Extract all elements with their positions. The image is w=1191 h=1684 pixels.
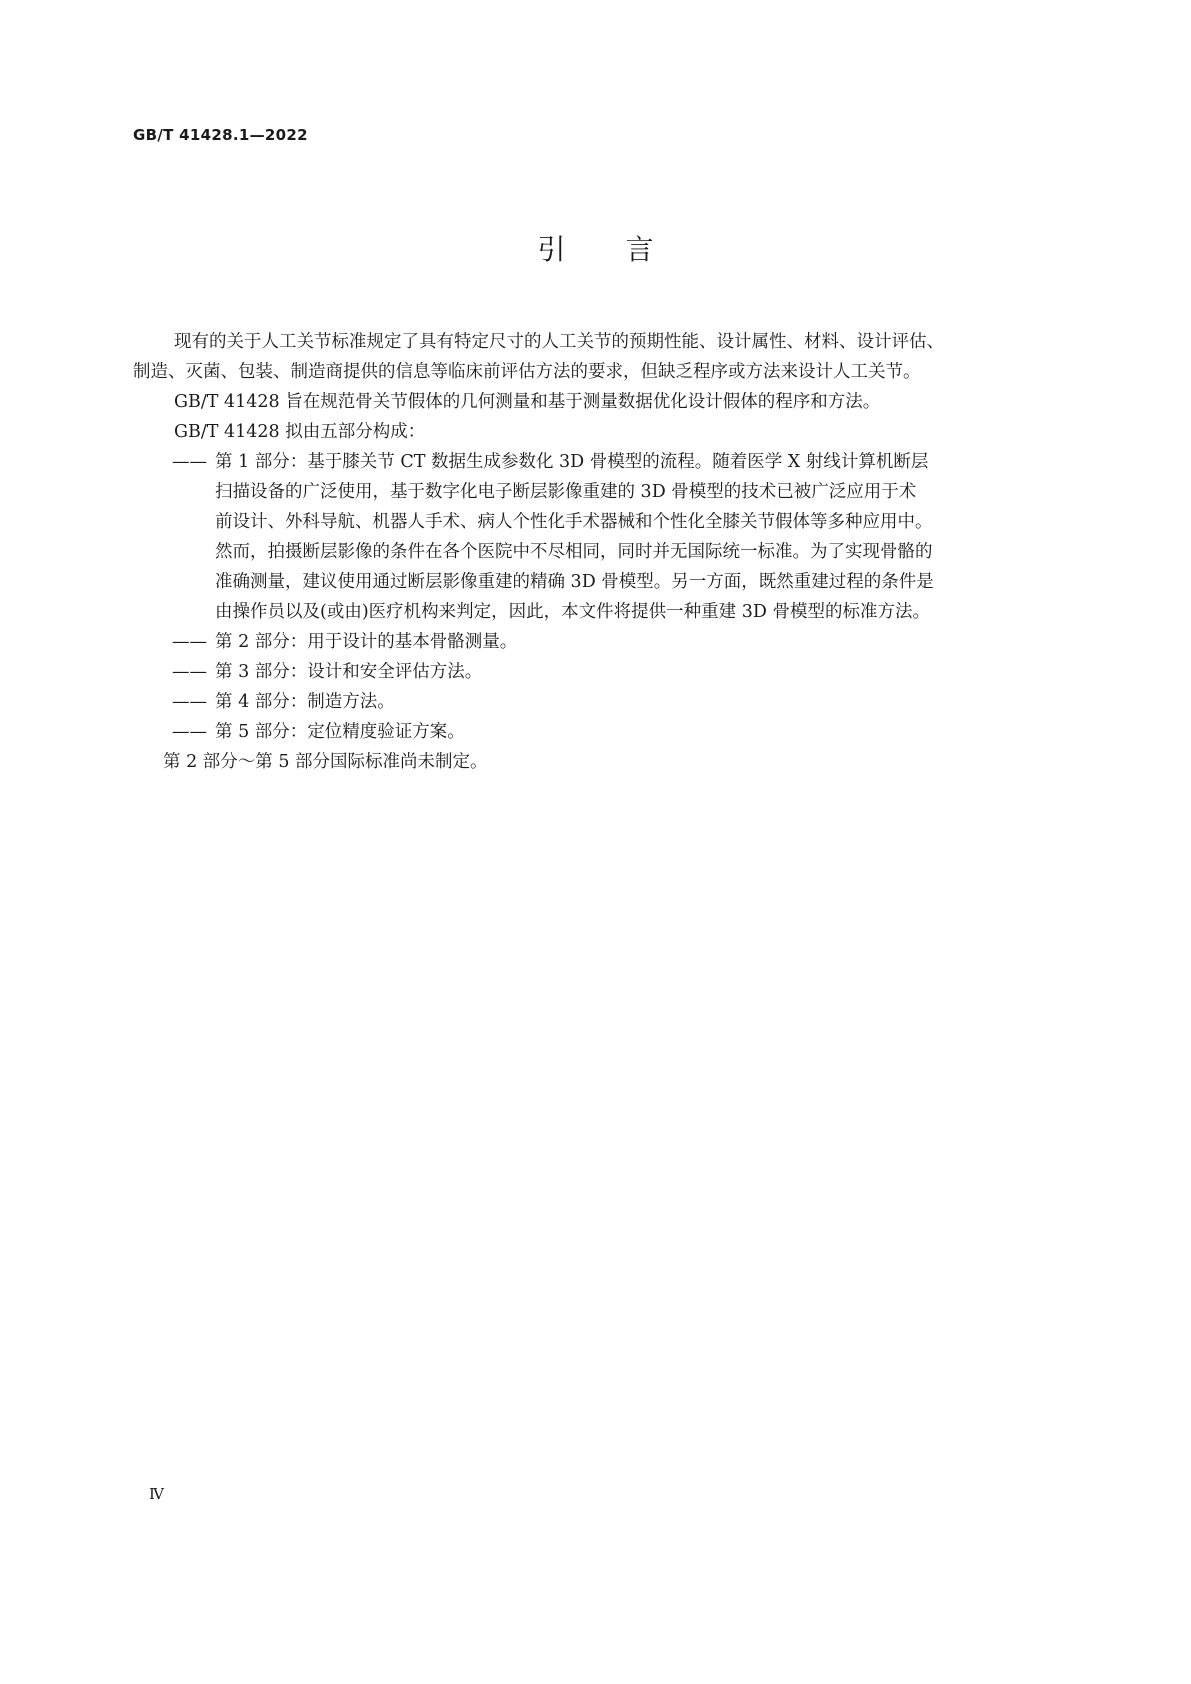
part-1-line-2: 扫描设备的广泛使用，基于数字化电子断层影像重建的 3D 骨模型的技术已被广泛应用于术 <box>215 482 917 502</box>
list-dash: —— <box>172 632 207 652</box>
intro-paragraph-2: GB/T 41428 旨在规范骨关节假体的几何测量和基于测量数据优化设计假体的程序和方法。 <box>174 392 881 412</box>
part-1-line-4: 然而，拍摄断层影像的条件在各个医院中不尽相同，同时并无国际统一标准。为了实现骨骼的 <box>215 542 933 562</box>
page-title: 引言 <box>537 233 714 266</box>
closing-paragraph: 第 2 部分～第 5 部分国际标准尚未制定。 <box>163 752 488 772</box>
intro-paragraph-1-line-1: 现有的关于人工关节标准规定了具有特定尺寸的人工关节的预期性能、设计属性、材料、设计评估、 <box>174 332 944 352</box>
part-1-line-6: 由操作员以及(或由)医疗机构来判定，因此，本文件将提供一种重建 3D 骨模型的标准方法。 <box>215 602 930 622</box>
list-dash: —— <box>172 662 207 682</box>
list-item-part-3 <box>172 657 1070 687</box>
list-dash: —— <box>172 722 207 742</box>
list-item-part-5 <box>172 717 1070 747</box>
intro-paragraph-3: GB/T 41428 拟由五部分构成： <box>174 422 426 442</box>
list-item-part-2 <box>172 627 1070 657</box>
part-2-text: 第 2 部分：用于设计的基本骨骼测量。 <box>215 632 518 652</box>
part-1-line-5: 准确测量，建议使用通过断层影像重建的精确 3D 骨模型。另一方面，既然重建过程的条件是 <box>215 572 934 592</box>
part-3-text: 第 3 部分：设计和安全评估方法。 <box>215 662 483 682</box>
intro-paragraph-1 <box>133 327 1070 387</box>
intro-paragraph-1-line-2: 制造、灭菌、包装、制造商提供的信息等临床前评估方法的要求，但缺乏程序或方法来设计人工关节。 <box>133 362 921 382</box>
parts-list <box>172 447 1070 747</box>
list-dash: —— <box>172 452 207 472</box>
introduction-body <box>133 327 1070 777</box>
part-4-text: 第 4 部分：制造方法。 <box>215 692 395 712</box>
list-item-part-4 <box>172 687 1070 717</box>
document-code: GB/T 41428.1—2022 <box>133 126 308 144</box>
list-item-part-1 <box>172 447 1070 627</box>
part-1-line-1: 第 1 部分：基于膝关节 CT 数据生成参数化 3D 骨模型的流程。随着医学 X 射线计算机断层 <box>215 452 929 472</box>
list-dash: —— <box>172 692 207 712</box>
part-5-text: 第 5 部分：定位精度验证方案。 <box>215 722 465 742</box>
part-1-line-3: 前设计、外科导航、机器人手术、病人个性化手术器械和个性化全膝关节假体等多种应用中。 <box>215 512 933 532</box>
page-number: Ⅳ <box>149 1485 164 1503</box>
